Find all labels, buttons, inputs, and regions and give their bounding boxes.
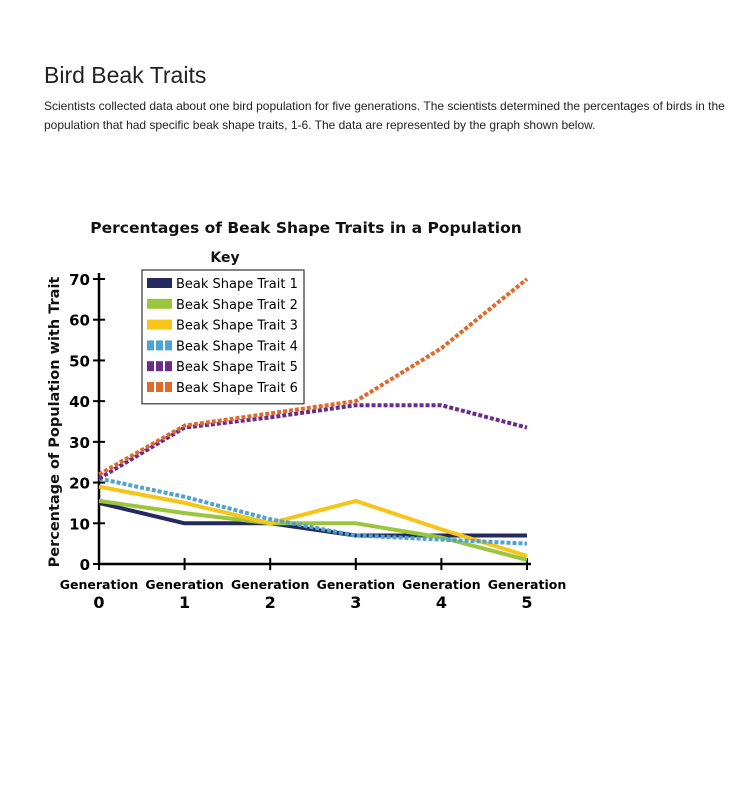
x-tick-label-word: Generation (230, 577, 310, 592)
legend-label: Beak Shape Trait 4 (176, 339, 298, 355)
x-tick-label-word: Generation (487, 577, 567, 592)
y-axis-label: Percentage of Population with Trait (47, 276, 63, 568)
y-tick-label: 30 (69, 433, 90, 452)
x-tick-label-number: 2 (264, 593, 276, 612)
x-tick-label-number: 5 (521, 593, 533, 612)
legend-swatch (147, 320, 172, 330)
legend-swatch (165, 361, 172, 371)
legend-label: Beak Shape Trait 6 (176, 381, 298, 396)
legend-swatch (156, 382, 163, 392)
legend-swatch (147, 299, 172, 309)
legend-title: Key (210, 250, 240, 266)
x-tick-label-word: Generation (316, 577, 396, 592)
legend-label: Beak Shape Trait 5 (176, 360, 298, 376)
legend-label: Beak Shape Trait 1 (176, 277, 298, 292)
x-tick-label-number: 4 (435, 593, 447, 612)
legend-swatch (147, 361, 154, 371)
y-tick-label: 20 (69, 474, 90, 493)
x-tick-label-number: 0 (93, 593, 105, 612)
legend-swatch (147, 382, 154, 392)
line-chart (0, 200, 620, 620)
legend-label: Beak Shape Trait 3 (176, 318, 298, 334)
y-tick-label: 40 (69, 393, 90, 412)
y-tick-label: 60 (69, 311, 90, 330)
legend-label: Beak Shape Trait 2 (176, 297, 298, 313)
x-tick-label-number: 3 (350, 593, 362, 612)
legend-swatch (147, 278, 172, 288)
series-line-trait-1 (99, 503, 527, 536)
legend-swatch (147, 340, 154, 350)
x-tick-label-word: Generation (402, 577, 481, 592)
x-tick-label-word: Generation (145, 577, 224, 592)
y-tick-label: 70 (69, 271, 90, 289)
y-tick-label: 10 (69, 515, 90, 534)
page-title: Bird Beak Traits (44, 62, 207, 88)
intro-text: Scientists collected data about one bird population for five generations. The scientists determined the percentages of birds in the population that had specific beak shape traits, 1-6. The data are represented by the graph shown below. (44, 99, 725, 132)
x-tick-label-word: Generation (59, 577, 139, 592)
y-tick-label: 50 (69, 352, 90, 371)
legend-swatch (156, 340, 163, 350)
legend-swatch (156, 361, 163, 371)
y-tick-label: 0 (79, 556, 90, 574)
series-line-trait-3 (99, 487, 527, 556)
axes (60, 271, 566, 612)
x-tick-label-number: 1 (179, 593, 191, 612)
chart-title: Percentages of Beak Shape Traits in a Population (90, 219, 522, 237)
series-line-trait-5 (99, 405, 527, 478)
legend-swatch (165, 340, 172, 350)
legend-swatch (165, 382, 172, 392)
legend (142, 270, 304, 404)
